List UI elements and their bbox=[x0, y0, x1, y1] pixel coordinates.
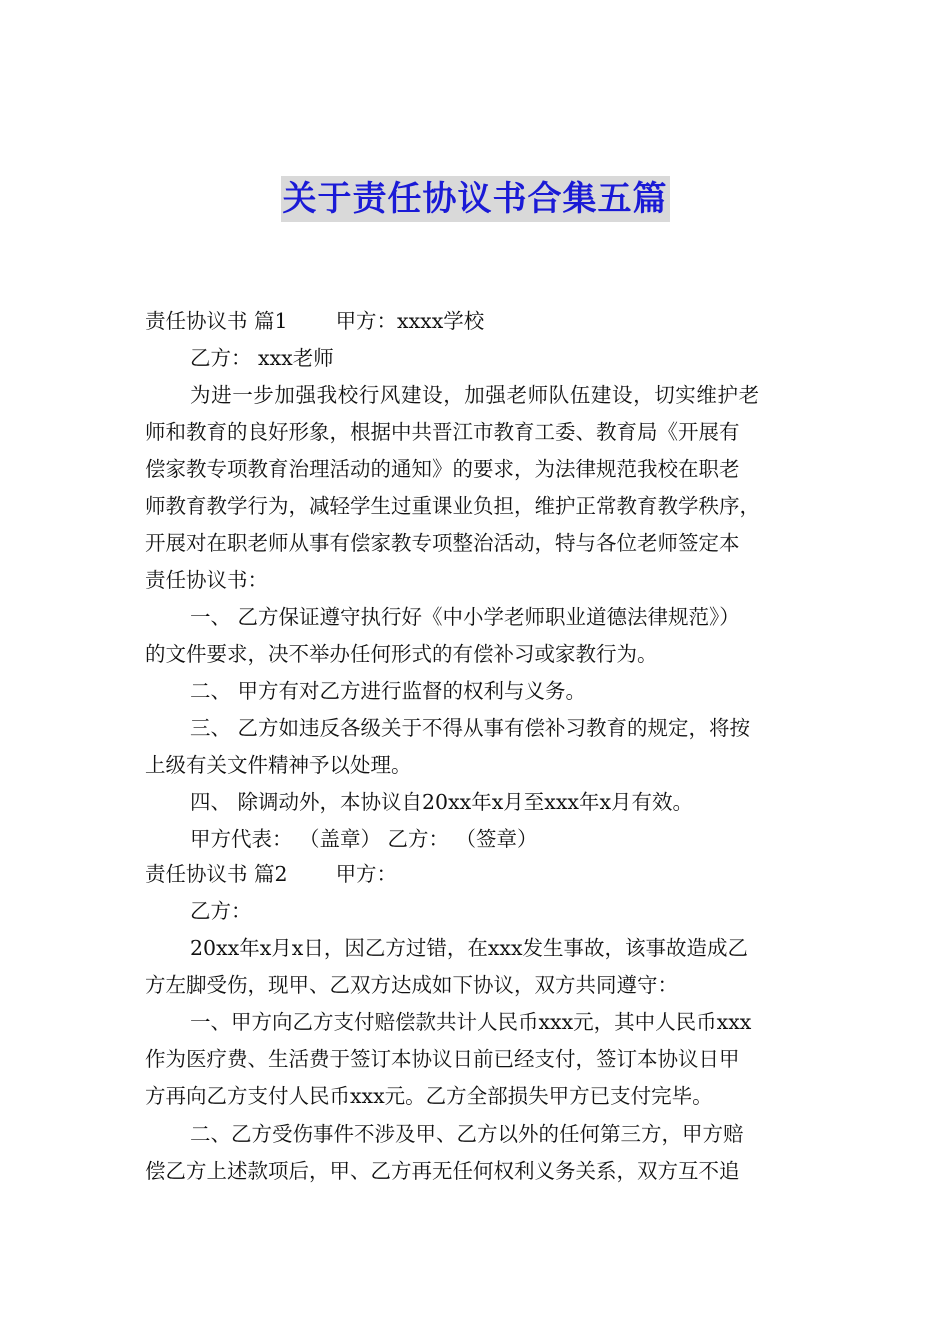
page-title: 关于责任协议书合集五篇 bbox=[281, 176, 670, 222]
paragraph-line: 作为医疗费、生活费于签订本协议日前已经支付，签订本协议日甲 bbox=[145, 1047, 740, 1071]
section-heading: 责任协议书 篇1 bbox=[145, 309, 288, 333]
clause-line: 一、 乙方保证遵守执行好《中小学老师职业道德法律规范》） bbox=[190, 605, 740, 629]
party-b-line: 乙方： bbox=[190, 899, 252, 923]
paragraph-line: 方左脚受伤，现甲、乙双方达成如下协议，双方共同遵守： bbox=[145, 973, 678, 997]
paragraph-line bbox=[145, 303, 809, 340]
party-a-line: 甲方： bbox=[335, 862, 398, 886]
paragraph-line: 偿家教专项教育治理活动的通知》的要求，为法律规范我校在职老 bbox=[145, 457, 740, 481]
party-b-line: 乙方： xxx老师 bbox=[190, 346, 334, 370]
title-wrap bbox=[0, 176, 950, 222]
signature-line: 甲方代表： （盖章） 乙方： （签章） bbox=[190, 827, 538, 851]
paragraph-line: 师教育教学行为，减轻学生过重课业负担，维护正常教育教学秩序， bbox=[145, 494, 760, 518]
paragraph-line: 责任协议书： bbox=[145, 568, 268, 592]
clause-line: 四、 除调动外，本协议自20xx年x月至xxx年x月有效。 bbox=[190, 790, 694, 814]
paragraph-line: 偿乙方上述款项后，甲、乙方再无任何权利义务关系，双方互不追 bbox=[145, 1159, 740, 1183]
clause-line: 二、乙方受伤事件不涉及甲、乙方以外的任何第三方，甲方赔 bbox=[190, 1122, 744, 1146]
paragraph-line: 方再向乙方支付人民币xxx元。乙方全部损失甲方已支付完毕。 bbox=[145, 1084, 713, 1108]
clause-line: 二、 甲方有对乙方进行监督的权利与义务。 bbox=[190, 679, 587, 703]
paragraph-line: 20xx年x月x日，因乙方过错，在xxx发生事故，该事故造成乙 bbox=[190, 936, 749, 960]
paragraph-line: 上级有关文件精神予以处理。 bbox=[145, 753, 412, 777]
section-heading: 责任协议书 篇2 bbox=[145, 862, 288, 886]
paragraph-line bbox=[145, 856, 809, 893]
paragraph-line: 为进一步加强我校行风建设，加强老师队伍建设，切实维护老 bbox=[190, 383, 760, 407]
document-body bbox=[145, 303, 809, 1190]
clause-line: 三、 乙方如违反各级关于不得从事有偿补习教育的规定，将按 bbox=[190, 716, 751, 740]
party-a-line: 甲方：xxxx学校 bbox=[335, 309, 485, 333]
paragraph-line: 的文件要求，决不举办任何形式的有偿补习或家教行为。 bbox=[145, 642, 658, 666]
paragraph-line: 开展对在职老师从事有偿家教专项整治活动，特与各位老师签定本 bbox=[145, 531, 740, 555]
paragraph-line: 师和教育的良好形象，根据中共晋江市教育工委、教育局《开展有 bbox=[145, 420, 740, 444]
clause-line: 一、甲方向乙方支付赔偿款共计人民币xxx元，其中人民币xxx bbox=[190, 1010, 752, 1034]
